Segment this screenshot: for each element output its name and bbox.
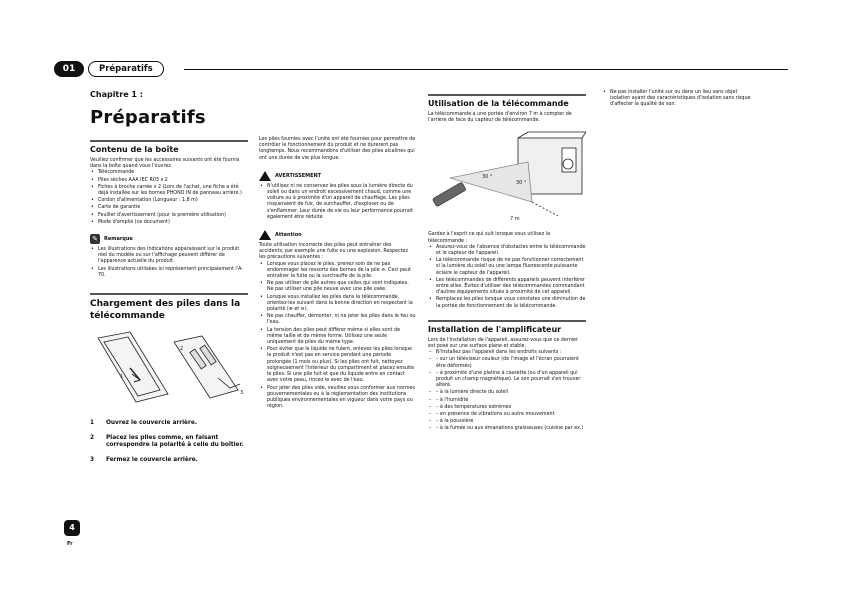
install-list — [428, 350, 586, 432]
page-title: Préparatifs — [90, 107, 206, 128]
list-item: • Cordon d'alimentation (Longueur : 1,8 m) — [90, 198, 248, 204]
list-item: • Fiches à broche carrée x 2 (Lors de l'achat, une fiche a été déjà installée sur les bornes PHONO IN de panneau arrière.) — [90, 185, 248, 197]
list-item: – – à l'humidité — [428, 398, 586, 404]
warning-list — [259, 184, 416, 221]
battery-diagram — [90, 328, 248, 408]
list-item: • Les illustrations des indications apparaissant sur le produit réel du modèle ou sur l'affichage peuvent différer de l'apparence actuelle du produit. — [90, 247, 248, 266]
angle-label: 30 ° — [516, 180, 527, 187]
caution-icon — [259, 230, 271, 240]
list-item: – N'installez pas l'appareil dans les endroits suivants : — [428, 350, 586, 356]
note-title: Remarque — [104, 236, 133, 243]
remote-note: Gardez à l'esprit ce qui suit lorsque vous utilisez la télécommande : — [428, 232, 551, 244]
list-item: – – en présence de vibrations ou autre mouvement — [428, 412, 586, 418]
remote-range-diagram — [428, 130, 586, 222]
warning-header — [259, 171, 416, 181]
chapter-header — [54, 61, 788, 77]
list-item: • Lorsque vous placez le piles, prenez soin de ne pas endommager les ressorts des bornes de la pile ⊖. Ceci peut entraîner la fuite ou la surchauffe de la pile. — [259, 262, 416, 281]
list-item: • Lorsque vous installez les piles dans la télécommande, orientez-les suivant dans la bonne direction en respectant la polarité (⊕ et ⊖). — [259, 295, 416, 314]
column-middle — [259, 137, 416, 411]
list-item: • Mode d'emploi (ce document) — [90, 220, 248, 226]
list-item: • Ne pas chauffer, démonter, ni ne jeter les piles dans le feu ou l'eau. — [259, 314, 416, 326]
list-item: • Pour jeter des piles vide, veuillez vous conformer aux normes gouvernementales ou à la règlementation des institutions publiques environnementales en vigueur dans votre pays ou région. — [259, 386, 416, 411]
column-left — [90, 90, 248, 471]
list-item: • La télécommande risque de ne pas fonctionner correctement si la lumière du soleil ou une lampe fluorescente puissante éclaire le capteur de l'appareil. — [428, 258, 586, 277]
remote-range-illustration — [428, 130, 586, 226]
list-item: • Assurez-vous de l'absence d'obstacles entre la télécommande et le capteur de l'appareil. — [428, 245, 586, 257]
remote-intro: La télécommande a une portée d'environ 7 m à compter de l'arrière de face du capteur de télécommande. — [428, 112, 572, 124]
caution-intro: Toute utilisation incorrecte des piles peut entraîner des accidents, par exemple une fuite ou une explosion. Respectez les précautions suivantes : — [259, 243, 408, 261]
list-item: • Feuillet d'avertissement (pour la première utilisation) — [90, 213, 248, 219]
list-item: – – à la lumière directe du soleil — [428, 390, 586, 396]
step-item — [90, 435, 248, 450]
list-item: – – à des températures extrêmes — [428, 405, 586, 411]
column-far-right — [602, 90, 752, 110]
list-item: • Carte de garantie — [90, 205, 248, 211]
battery-heading: Chargement des piles dans la télécommande — [90, 299, 241, 322]
page-number: 4 — [64, 520, 80, 536]
warning-icon — [259, 171, 271, 181]
list-item: – – sur un téléviseur couleur (de l'image et l'écran pourraient être déformés) — [428, 357, 586, 369]
svg-text:1: 1 — [120, 374, 124, 381]
list-item: • Ne pas utiliser de pile autres que celles qui sont indiquées. Ne pas utiliser une pile neuve avec une pile usée. — [259, 281, 416, 293]
install-intro: Lors de l'installation de l'appareil, assurez-vous que ce dernier est posé sur une surface plane et stable. — [428, 337, 578, 350]
install-heading: Installation de l'amplificateur — [428, 324, 562, 334]
column-right — [428, 90, 586, 434]
list-item: • Les télécommandes de différents appareils peuvent interférer entre elles. Évitez d'utiliser des télécommandes commandant d'autres équipements situés à proximité de cet appareil. — [428, 278, 586, 297]
svg-text:3: 3 — [240, 390, 244, 397]
distance-label: 7 m — [510, 216, 520, 223]
box-contents-intro: Veuillez confirmer que les accessoires suivants ont été fournis dans la boîte quand vous l'ouvrez. — [90, 158, 240, 170]
remote-list — [428, 245, 586, 310]
list-item: • Les illustrations utilisées ici représentent principalement l'A-70. — [90, 267, 248, 279]
list-item: • Piles sèches AAA IEC R03 x 2 — [90, 178, 248, 184]
angle-label: 30 ° — [482, 174, 493, 181]
remote-battery-illustration — [90, 328, 248, 412]
step-item — [90, 420, 248, 428]
svg-text:2: 2 — [180, 346, 184, 353]
note-header — [90, 234, 248, 244]
list-item: • N'utilisez ni ne conservez les piles sous la lumière directe du soleil ou dans un endroit excessivement chaud, comme une voiture ou à proximité d'un appareil de chauffage. Les piles risqueraient de fuir, de surchauffer, d'exploser ou de s'enflammer. Leur durée de vie ou leur performance pourrait également être réduite. — [259, 184, 416, 221]
battery-steps — [90, 420, 248, 464]
list-item: • Ne pas installer l'unité sur ou dans un lieu sans objet isolation ayant des caractéristiques d'isolation sans risque d'affecter la qualité de son. — [602, 90, 752, 109]
list-item: – – à la poussière — [428, 419, 586, 425]
header-rule — [184, 69, 788, 70]
step-item — [90, 457, 248, 465]
caution-title: Attention — [275, 232, 302, 239]
chapter-title: Préparatifs — [88, 61, 164, 77]
caution-list — [259, 262, 416, 411]
list-item: • La tension des piles peut différer même si elles sont de même taille et de même forme. Utilisez une seule uniquement de piles du même type. — [259, 328, 416, 347]
battery-intro: Les piles fournies avec l'unité ont été fournies pour permettre de contrôler le fonctionnement du produit et ne durerent pas longtemps. Nous recommandons d'utiliser des piles alcalines qui ont une durée de vie plus longue. — [259, 137, 416, 161]
note-icon: ✎ — [90, 234, 100, 244]
chapter-label: Chapitre 1 : — [90, 90, 143, 99]
chapter-number: 01 — [54, 61, 84, 77]
list-item: • Pour éviter que le liquide ne fuient, enlevez les piles lorsque le produit n'est pas en service pendant une période prolongée (1 mois ou plus). Si les piles ont fuit, nettoyez soigneusement l'intérieur du compartiment et placez ensuite le piles. Si une pile fuit et que du liquide entre en contact avec votre peau, rincez le avec de l'eau. — [259, 347, 416, 384]
step-number: 1 — [90, 420, 95, 427]
list-item: • Télécommande — [90, 170, 248, 176]
caution-header — [259, 230, 416, 240]
warning-title: AVERTISSEMENT — [275, 172, 322, 179]
step-text: Fermez le couvercle arrière. — [106, 456, 198, 463]
remote-heading: Utilisation de la télécommande — [428, 99, 569, 108]
box-contents-list — [90, 170, 248, 226]
step-text: Placez les piles comme, en faisant correspondre la polarité à celle du boîtier. — [106, 434, 244, 449]
list-item: • Remplacez les piles lorsque vous constatez une diminution de la portée de fonctionnement de la télécommande. — [428, 297, 586, 309]
box-contents-heading: Contenu de la boîte — [90, 145, 179, 154]
list-item: – – à proximité d'une platine à cassette (ou d'un appareil qui produit un champ magnétique). Le son pourrait s'en trouver altéré. — [428, 371, 586, 390]
far-right-list — [602, 90, 752, 109]
language-code: Fr — [67, 541, 73, 547]
step-number: 3 — [90, 456, 95, 463]
note-list — [90, 247, 248, 279]
step-text: Ouvrez le couvercle arrière. — [106, 420, 197, 427]
list-item: – – à la fumée ou aux émanations graisseuses (cuisine par ex.) — [428, 426, 586, 432]
step-number: 2 — [90, 434, 95, 441]
